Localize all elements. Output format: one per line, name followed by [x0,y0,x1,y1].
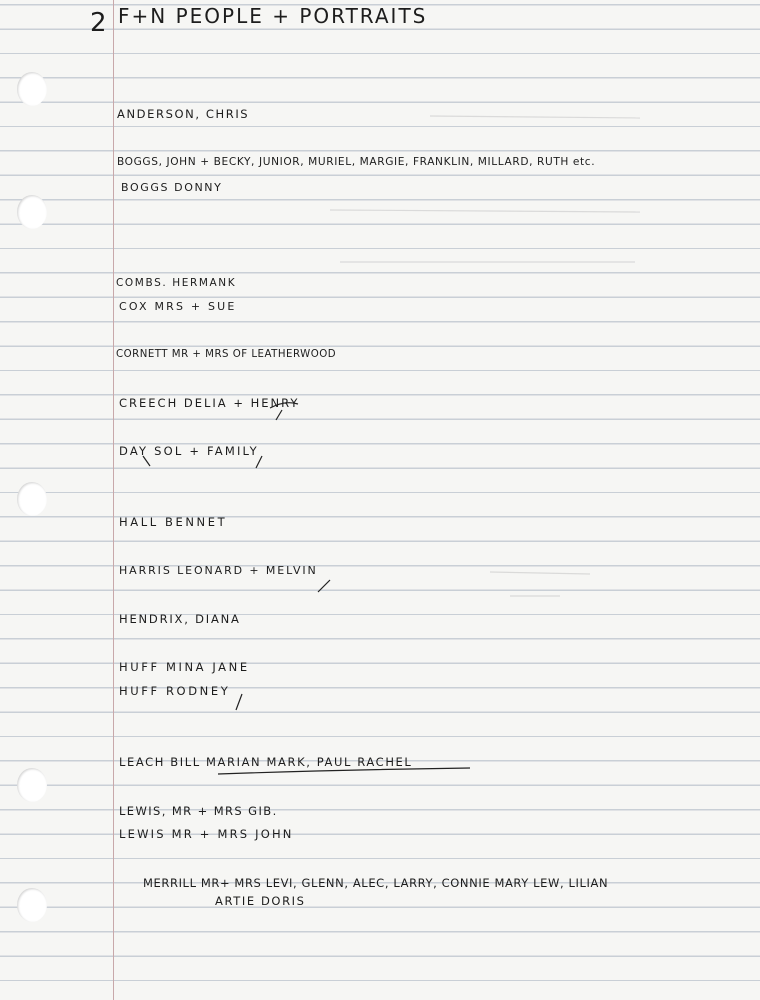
entry-boggs-donny: BOGGS DONNY [121,181,223,194]
entry-merrill: MERRILL MR+ MRS LEVI, GLENN, ALEC, LARRY, CONNIE MARY LEW, LILIAN [143,876,609,890]
entry-anderson: ANDERSON, CHRIS [117,107,250,121]
entry-leach: LEACH BILL MARIAN MARK, PAUL RACHEL [119,755,413,769]
page-number: 2 [90,8,109,38]
entry-huff-rodney: HUFF RODNEY [119,684,231,698]
entry-hendrix: HENDRIX, DIANA [119,612,241,626]
entry-cornett: CORNETT MR + MRS OF LEATHERWOOD [116,349,337,360]
entry-hall: HALL BENNET [119,515,228,529]
entry-creech: CREECH DELIA + HENRY [119,396,300,410]
entry-day: DAY SOL + FAMILY [119,444,259,458]
entry-huff-mina: HUFF MINA JANE [119,660,250,674]
entry-boggs-family: BOGGS, JOHN + BECKY, JUNIOR, MURIEL, MARGIE, FRANKLIN, MILLARD, RUTH etc. [117,156,596,168]
entry-cox: COX MRS + SUE [119,300,237,313]
entry-lewis-gib: LEWIS, MR + MRS GIB. [119,804,278,818]
entry-merrill-continued: ARTIE DORIS [215,894,306,908]
entry-harris: HARRIS LEONARD + MELVIN [119,564,318,577]
entry-combs: COMBS. HERMANK [116,277,237,289]
page-title: F+N PEOPLE + PORTRAITS [118,4,428,28]
entry-lewis-john: LEWIS MR + MRS JOHN [119,827,294,841]
